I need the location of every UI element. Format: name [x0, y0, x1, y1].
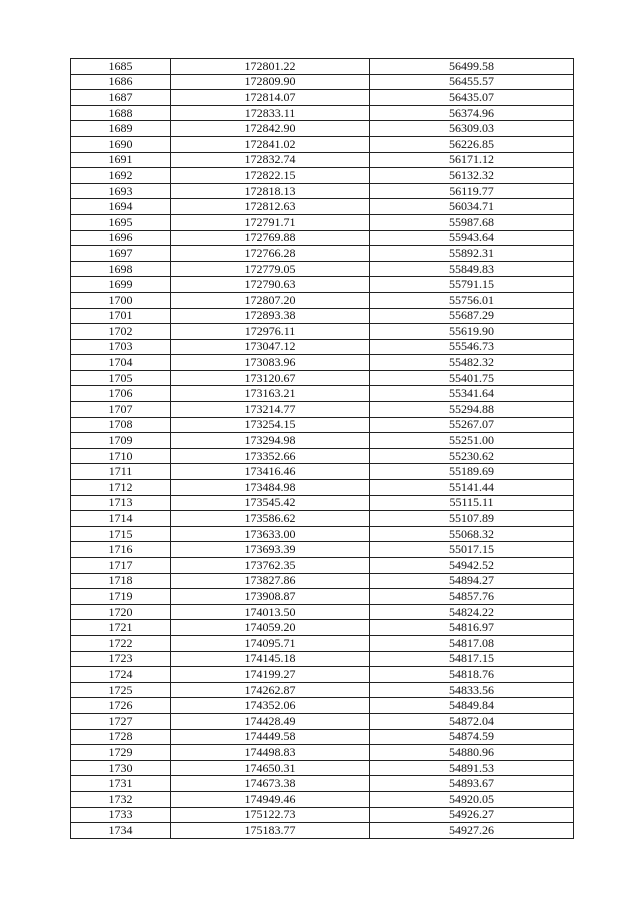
point-number-cell: 1692: [71, 168, 171, 184]
x-coordinate-cell: 172801.22: [171, 59, 370, 75]
table-row: [71, 355, 574, 371]
point-number-cell: 1710: [71, 448, 171, 464]
point-number-cell: 1714: [71, 511, 171, 527]
table-row: [71, 246, 574, 262]
x-coordinate-cell: 174428.49: [171, 713, 370, 729]
point-number-cell: 1723: [71, 651, 171, 667]
table-row: [71, 760, 574, 776]
y-coordinate-cell: 55068.32: [370, 526, 574, 542]
table-row: [71, 713, 574, 729]
point-number-cell: 1693: [71, 183, 171, 199]
table-row: [71, 511, 574, 527]
y-coordinate-cell: 55791.15: [370, 277, 574, 293]
y-coordinate-cell: 56309.03: [370, 121, 574, 137]
x-coordinate-cell: 173693.39: [171, 542, 370, 558]
point-number-cell: 1722: [71, 635, 171, 651]
x-coordinate-cell: 172833.11: [171, 105, 370, 121]
point-number-cell: 1716: [71, 542, 171, 558]
table-row: [71, 105, 574, 121]
x-coordinate-cell: 172832.74: [171, 152, 370, 168]
x-coordinate-cell: 172818.13: [171, 183, 370, 199]
point-number-cell: 1726: [71, 698, 171, 714]
point-number-cell: 1725: [71, 682, 171, 698]
table-row: [71, 558, 574, 574]
table-row: [71, 214, 574, 230]
x-coordinate-cell: 174650.31: [171, 760, 370, 776]
point-number-cell: 1717: [71, 558, 171, 574]
y-coordinate-cell: 55619.90: [370, 324, 574, 340]
point-number-cell: 1706: [71, 386, 171, 402]
table-row: [71, 448, 574, 464]
table-row: [71, 136, 574, 152]
x-coordinate-cell: 174449.58: [171, 729, 370, 745]
x-coordinate-cell: 173484.98: [171, 480, 370, 496]
y-coordinate-cell: 55482.32: [370, 355, 574, 371]
point-number-cell: 1720: [71, 604, 171, 620]
y-coordinate-cell: 55251.00: [370, 433, 574, 449]
x-coordinate-cell: 172769.88: [171, 230, 370, 246]
table-row: [71, 121, 574, 137]
point-number-cell: 1734: [71, 823, 171, 839]
y-coordinate-cell: 54891.53: [370, 760, 574, 776]
table-row: [71, 417, 574, 433]
table-row: [71, 807, 574, 823]
x-coordinate-cell: 172893.38: [171, 308, 370, 324]
point-number-cell: 1733: [71, 807, 171, 823]
x-coordinate-cell: 172822.15: [171, 168, 370, 184]
point-number-cell: 1713: [71, 495, 171, 511]
table-row: [71, 480, 574, 496]
y-coordinate-cell: 54857.76: [370, 589, 574, 605]
x-coordinate-cell: 173254.15: [171, 417, 370, 433]
y-coordinate-cell: 56374.96: [370, 105, 574, 121]
x-coordinate-cell: 174949.46: [171, 791, 370, 807]
y-coordinate-cell: 54893.67: [370, 776, 574, 792]
point-number-cell: 1708: [71, 417, 171, 433]
x-coordinate-cell: 173586.62: [171, 511, 370, 527]
table-row: [71, 230, 574, 246]
point-number-cell: 1729: [71, 745, 171, 761]
point-number-cell: 1718: [71, 573, 171, 589]
table-row: [71, 199, 574, 215]
point-number-cell: 1702: [71, 324, 171, 340]
point-number-cell: 1689: [71, 121, 171, 137]
table-row: [71, 745, 574, 761]
y-coordinate-cell: 55943.64: [370, 230, 574, 246]
y-coordinate-cell: 54817.15: [370, 651, 574, 667]
point-number-cell: 1730: [71, 760, 171, 776]
point-number-cell: 1705: [71, 370, 171, 386]
y-coordinate-cell: 56499.58: [370, 59, 574, 75]
x-coordinate-cell: 172790.63: [171, 277, 370, 293]
point-number-cell: 1701: [71, 308, 171, 324]
point-number-cell: 1712: [71, 480, 171, 496]
point-number-cell: 1715: [71, 526, 171, 542]
table-row: [71, 324, 574, 340]
x-coordinate-cell: 173083.96: [171, 355, 370, 371]
y-coordinate-cell: 55189.69: [370, 464, 574, 480]
x-coordinate-cell: 174095.71: [171, 635, 370, 651]
x-coordinate-cell: 172814.07: [171, 90, 370, 106]
x-coordinate-cell: 173762.35: [171, 558, 370, 574]
y-coordinate-cell: 55017.15: [370, 542, 574, 558]
y-coordinate-cell: 54833.56: [370, 682, 574, 698]
x-coordinate-cell: 173633.00: [171, 526, 370, 542]
point-number-cell: 1700: [71, 292, 171, 308]
y-coordinate-cell: 55756.01: [370, 292, 574, 308]
point-number-cell: 1690: [71, 136, 171, 152]
x-coordinate-cell: 173294.98: [171, 433, 370, 449]
table-row: [71, 667, 574, 683]
point-number-cell: 1731: [71, 776, 171, 792]
y-coordinate-cell: 56171.12: [370, 152, 574, 168]
point-number-cell: 1685: [71, 59, 171, 75]
point-number-cell: 1719: [71, 589, 171, 605]
x-coordinate-cell: 174145.18: [171, 651, 370, 667]
point-number-cell: 1698: [71, 261, 171, 277]
point-number-cell: 1691: [71, 152, 171, 168]
y-coordinate-cell: 56119.77: [370, 183, 574, 199]
x-coordinate-cell: 172841.02: [171, 136, 370, 152]
x-coordinate-cell: 174262.87: [171, 682, 370, 698]
x-coordinate-cell: 173545.42: [171, 495, 370, 511]
table-row: [71, 729, 574, 745]
point-number-cell: 1732: [71, 791, 171, 807]
y-coordinate-cell: 54872.04: [370, 713, 574, 729]
y-coordinate-cell: 54874.59: [370, 729, 574, 745]
y-coordinate-cell: 55987.68: [370, 214, 574, 230]
y-coordinate-cell: 54920.05: [370, 791, 574, 807]
y-coordinate-cell: 55230.62: [370, 448, 574, 464]
y-coordinate-cell: 55141.44: [370, 480, 574, 496]
table-row: [71, 776, 574, 792]
point-number-cell: 1707: [71, 402, 171, 418]
y-coordinate-cell: 55341.64: [370, 386, 574, 402]
point-number-cell: 1704: [71, 355, 171, 371]
point-number-cell: 1703: [71, 339, 171, 355]
table-row: [71, 261, 574, 277]
point-number-cell: 1711: [71, 464, 171, 480]
table-row: [71, 682, 574, 698]
x-coordinate-cell: 173120.67: [171, 370, 370, 386]
point-number-cell: 1727: [71, 713, 171, 729]
table-row: [71, 620, 574, 636]
y-coordinate-cell: 55687.29: [370, 308, 574, 324]
point-number-cell: 1688: [71, 105, 171, 121]
y-coordinate-cell: 56435.07: [370, 90, 574, 106]
x-coordinate-cell: 173047.12: [171, 339, 370, 355]
point-number-cell: 1724: [71, 667, 171, 683]
coordinate-table: [70, 58, 574, 839]
point-number-cell: 1709: [71, 433, 171, 449]
x-coordinate-cell: 174498.83: [171, 745, 370, 761]
table-row: [71, 433, 574, 449]
table-row: [71, 292, 574, 308]
table-row: [71, 495, 574, 511]
x-coordinate-cell: 172807.20: [171, 292, 370, 308]
y-coordinate-cell: 54816.97: [370, 620, 574, 636]
table-row: [71, 59, 574, 75]
y-coordinate-cell: 54942.52: [370, 558, 574, 574]
x-coordinate-cell: 172766.28: [171, 246, 370, 262]
table-row: [71, 308, 574, 324]
x-coordinate-cell: 174013.50: [171, 604, 370, 620]
point-number-cell: 1686: [71, 74, 171, 90]
x-coordinate-cell: 173827.86: [171, 573, 370, 589]
y-coordinate-cell: 55267.07: [370, 417, 574, 433]
y-coordinate-cell: 55107.89: [370, 511, 574, 527]
x-coordinate-cell: 174059.20: [171, 620, 370, 636]
point-number-cell: 1695: [71, 214, 171, 230]
x-coordinate-cell: 173163.21: [171, 386, 370, 402]
y-coordinate-cell: 54817.08: [370, 635, 574, 651]
x-coordinate-cell: 175183.77: [171, 823, 370, 839]
point-number-cell: 1728: [71, 729, 171, 745]
y-coordinate-cell: 55546.73: [370, 339, 574, 355]
table-row: [71, 183, 574, 199]
x-coordinate-cell: 174352.06: [171, 698, 370, 714]
y-coordinate-cell: 54849.84: [370, 698, 574, 714]
y-coordinate-cell: 55115.11: [370, 495, 574, 511]
point-number-cell: 1699: [71, 277, 171, 293]
table-row: [71, 152, 574, 168]
x-coordinate-cell: 172791.71: [171, 214, 370, 230]
point-number-cell: 1697: [71, 246, 171, 262]
table-row: [71, 168, 574, 184]
table-row: [71, 402, 574, 418]
x-coordinate-cell: 172779.05: [171, 261, 370, 277]
x-coordinate-cell: 172842.90: [171, 121, 370, 137]
table-row: [71, 74, 574, 90]
point-number-cell: 1721: [71, 620, 171, 636]
y-coordinate-cell: 56226.85: [370, 136, 574, 152]
y-coordinate-cell: 55892.31: [370, 246, 574, 262]
x-coordinate-cell: 172812.63: [171, 199, 370, 215]
y-coordinate-cell: 55401.75: [370, 370, 574, 386]
table-row: [71, 277, 574, 293]
x-coordinate-cell: 173352.66: [171, 448, 370, 464]
x-coordinate-cell: 172976.11: [171, 324, 370, 340]
x-coordinate-cell: 175122.73: [171, 807, 370, 823]
table-row: [71, 526, 574, 542]
x-coordinate-cell: 172809.90: [171, 74, 370, 90]
x-coordinate-cell: 174673.38: [171, 776, 370, 792]
y-coordinate-cell: 56455.57: [370, 74, 574, 90]
x-coordinate-cell: 173908.87: [171, 589, 370, 605]
x-coordinate-cell: 173214.77: [171, 402, 370, 418]
y-coordinate-cell: 54926.27: [370, 807, 574, 823]
y-coordinate-cell: 54824.22: [370, 604, 574, 620]
y-coordinate-cell: 54927.26: [370, 823, 574, 839]
table-row: [71, 651, 574, 667]
table-row: [71, 339, 574, 355]
y-coordinate-cell: 55294.88: [370, 402, 574, 418]
table-row: [71, 90, 574, 106]
table-row: [71, 791, 574, 807]
point-number-cell: 1694: [71, 199, 171, 215]
table-row: [71, 370, 574, 386]
point-number-cell: 1687: [71, 90, 171, 106]
x-coordinate-cell: 174199.27: [171, 667, 370, 683]
table-row: [71, 604, 574, 620]
table-row: [71, 386, 574, 402]
table-row: [71, 698, 574, 714]
y-coordinate-cell: 55849.83: [370, 261, 574, 277]
y-coordinate-cell: 54880.96: [370, 745, 574, 761]
table-row: [71, 573, 574, 589]
y-coordinate-cell: 56132.32: [370, 168, 574, 184]
y-coordinate-cell: 54894.27: [370, 573, 574, 589]
table-row: [71, 823, 574, 839]
x-coordinate-cell: 173416.46: [171, 464, 370, 480]
table-row: [71, 589, 574, 605]
table-row: [71, 464, 574, 480]
table-row: [71, 635, 574, 651]
y-coordinate-cell: 56034.71: [370, 199, 574, 215]
coordinate-table-body: [71, 59, 574, 839]
table-row: [71, 542, 574, 558]
y-coordinate-cell: 54818.76: [370, 667, 574, 683]
point-number-cell: 1696: [71, 230, 171, 246]
